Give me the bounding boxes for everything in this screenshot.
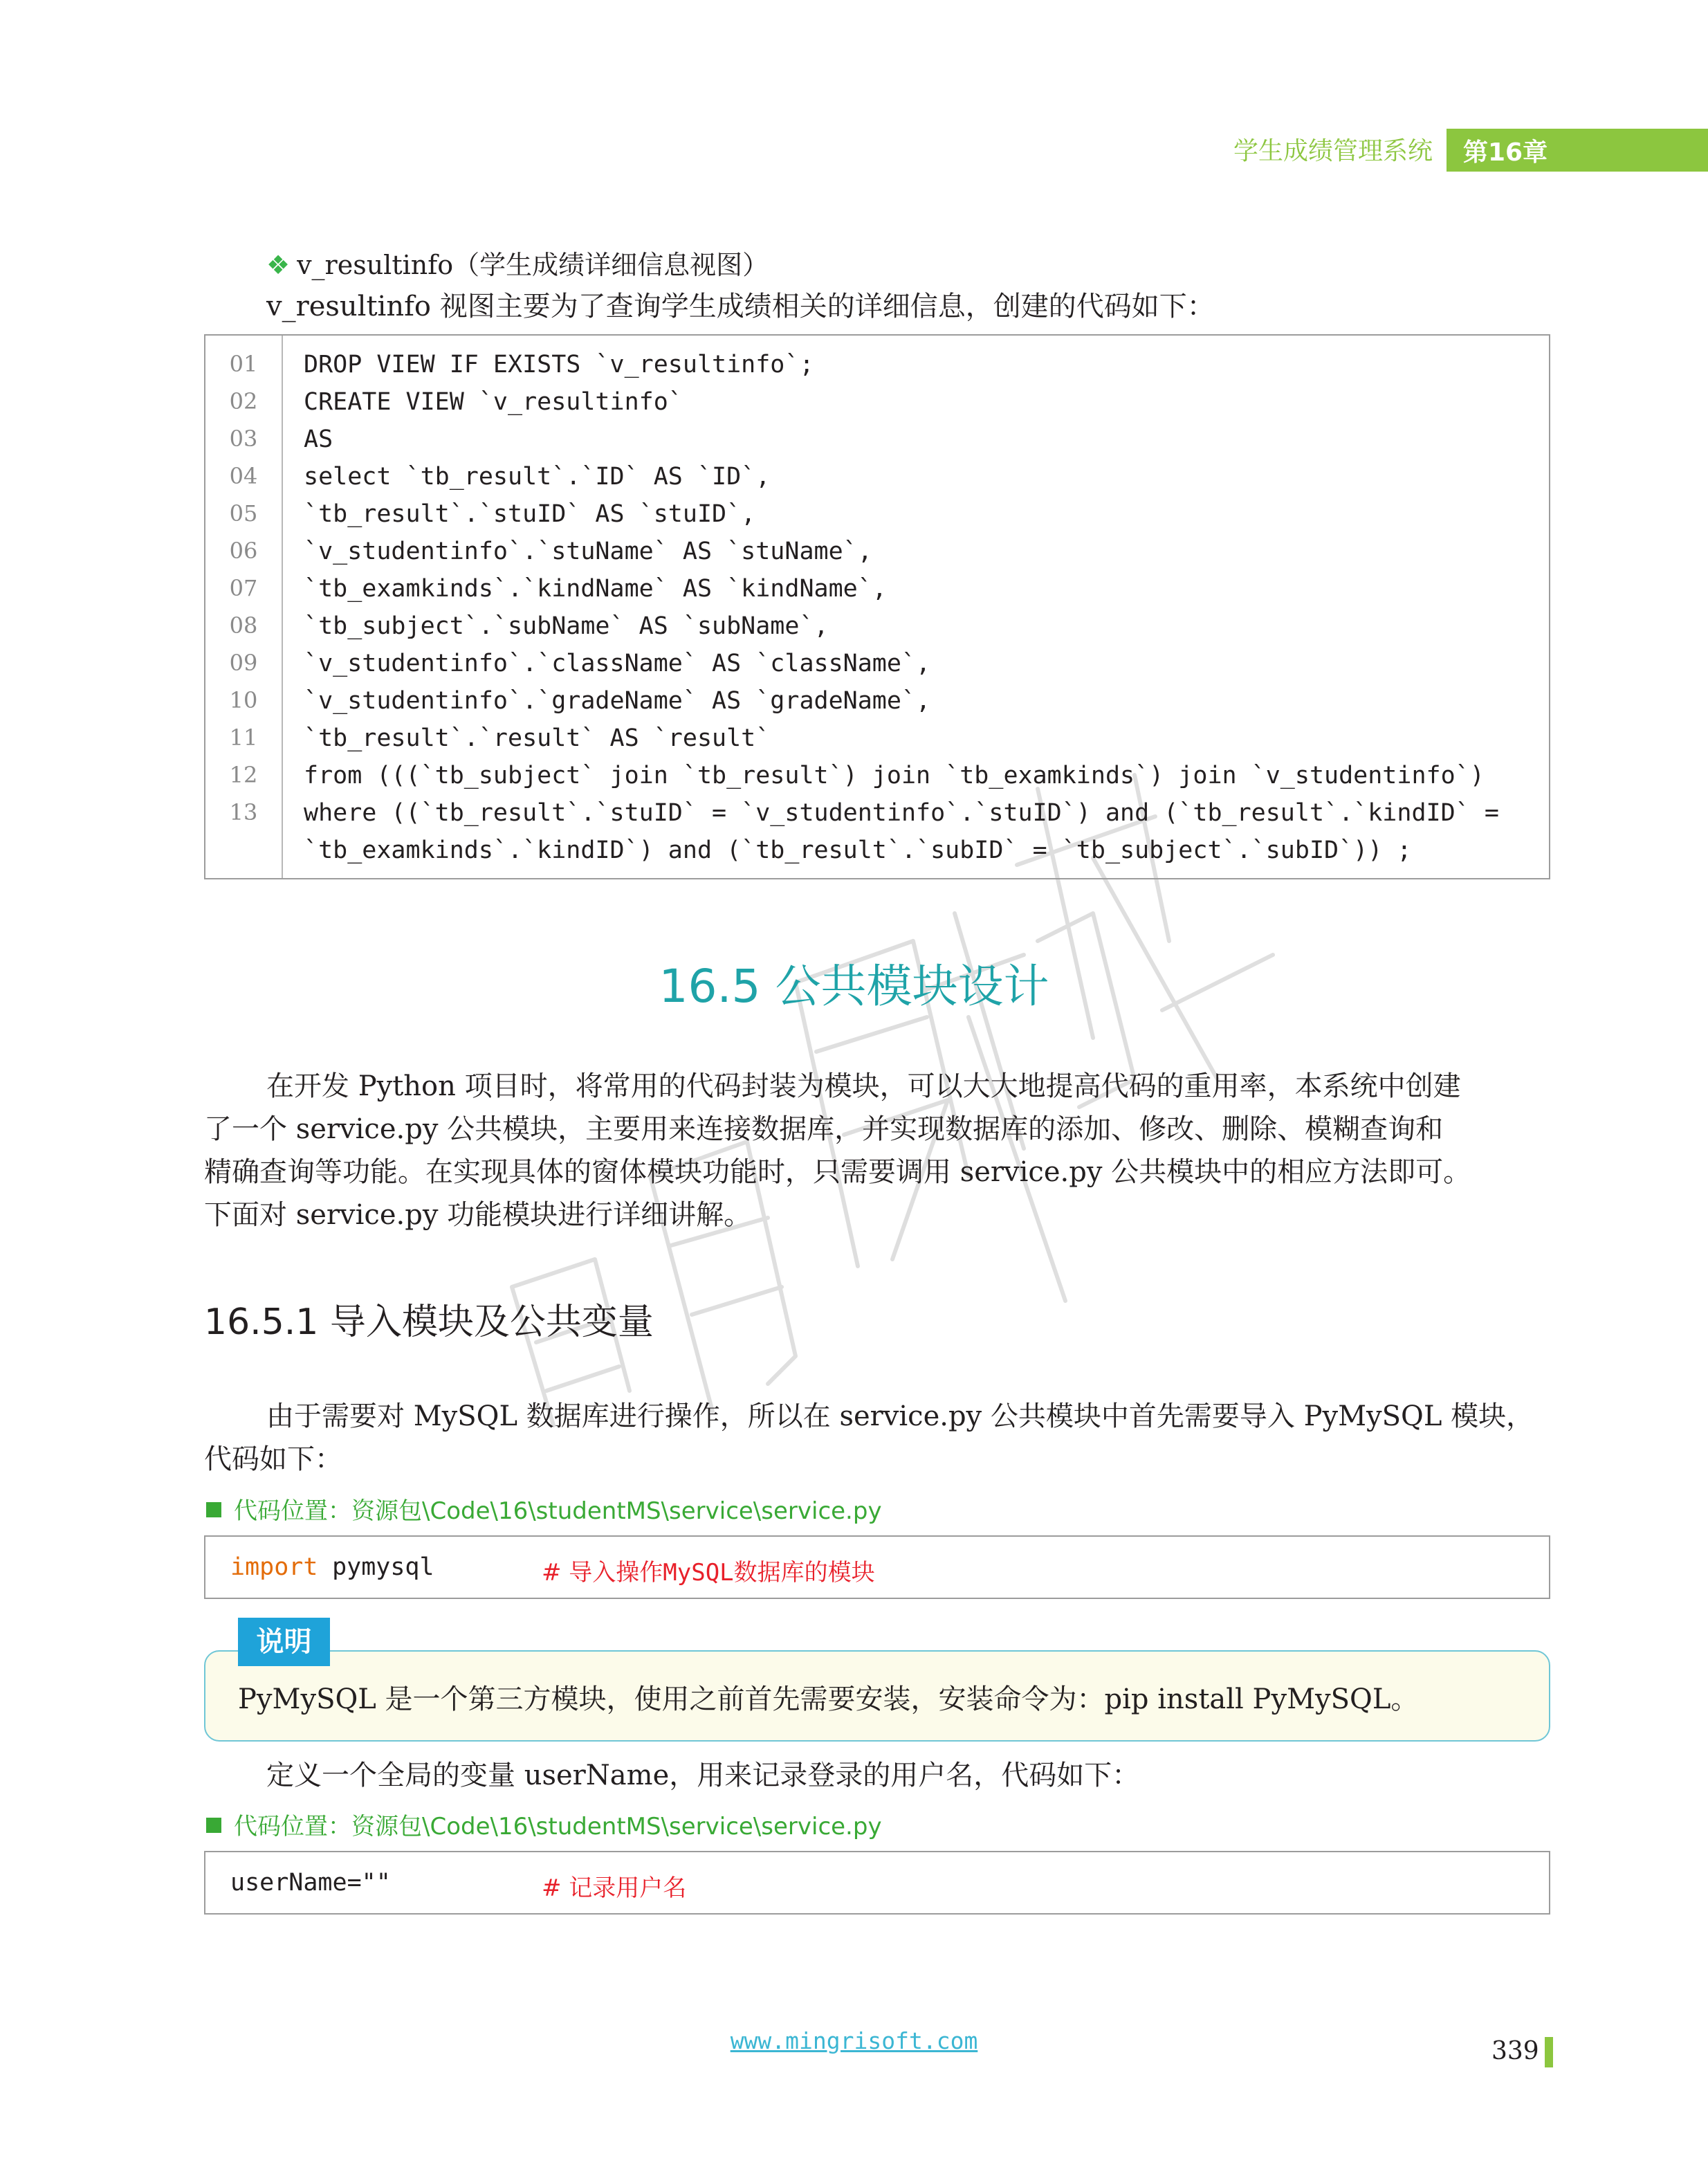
code-line: from (((`tb_subject` join `tb_result`) join `tb_examkinds`) join `v_studentinfo`) (304, 762, 1485, 789)
code-line: where ((`tb_result`.`stuID` = `v_studentinfo`.`stuID`) and (`tb_result`.`kindID` = (304, 799, 1499, 827)
diamond-bullet-icon: ❖ (266, 250, 291, 280)
code-line: `v_studentinfo`.`stuName` AS `stuName`, (304, 538, 872, 565)
header-chapter-label: 第16章 (1463, 138, 1548, 167)
line-number: 04 (229, 463, 258, 489)
note-label: 说明 (238, 1618, 330, 1666)
code-line: `v_studentinfo`.`className` AS `className`, (304, 650, 931, 677)
code-keyword: import (230, 1553, 318, 1581)
section-paragraph-line: 精确查询等功能。在实现具体的窗体模块功能时，只需要调用 service.py 公共模块中的相应方法即可。 (204, 1156, 1471, 1188)
square-bullet-icon (206, 1818, 221, 1833)
line-number: 11 (229, 724, 258, 751)
code-module: pymysql (318, 1553, 434, 1581)
code-line: `v_studentinfo`.`gradeName` AS `gradeName`, (304, 687, 931, 715)
page-number-bar (1545, 2037, 1553, 2067)
section-paragraph-line: 下面对 service.py 功能模块进行详细讲解。 (204, 1199, 752, 1231)
view-bullet: ❖ v_resultinfo（学生成绩详细信息视图） (266, 250, 769, 280)
section-title: 16.5 公共模块设计 (659, 960, 1049, 1013)
line-number: 02 (229, 388, 258, 414)
code-line: CREATE VIEW `v_resultinfo` (304, 388, 683, 416)
footer-url-link[interactable]: www.mingrisoft.com (730, 2027, 978, 2054)
line-number: 01 (229, 351, 258, 377)
line-number: 09 (229, 650, 258, 676)
section-paragraph-line: 了一个 service.py 公共模块，主要用来连接数据库，并实现数据库的添加、修改、删除、模糊查询和 (204, 1113, 1444, 1145)
subsection-title: 16.5.1 导入模块及公共变量 (204, 1301, 654, 1343)
line-number: 08 (229, 612, 258, 639)
square-bullet-icon (206, 1502, 221, 1517)
line-number: 12 (229, 762, 258, 788)
code-line: select `tb_result`.`ID` AS `ID`, (304, 463, 771, 491)
code-line: `tb_subject`.`subName` AS `subName`, (304, 612, 829, 640)
code-location-2: 代码位置：资源包\Code\16\studentMS\service\service.py (206, 1807, 882, 1841)
variable-code-block (204, 1851, 1550, 1915)
line-number: 06 (229, 538, 258, 564)
variable-paragraph: 定义一个全局的变量 userName，用来记录登录的用户名，代码如下： (266, 1760, 1140, 1791)
line-number-gutter (205, 336, 283, 878)
code-line: DROP VIEW IF EXISTS `v_resultinfo`; (304, 351, 814, 378)
code-line: `tb_examkinds`.`kindID`) and (`tb_result`.`subID` = `tb_subject`.`subID`)) ; (304, 837, 1412, 864)
line-number: 05 (229, 500, 258, 527)
subsection-paragraph-line: 由于需要对 MySQL 数据库进行操作，所以在 service.py 公共模块中首先需要导入 PyMySQL 模块， (266, 1400, 1534, 1432)
header-system-title: 学生成绩管理系统 (1233, 137, 1433, 165)
line-number: 10 (229, 687, 258, 713)
code-comment: # 导入操作MySQL数据库的模块 (542, 1559, 875, 1587)
code-line: `tb_result`.`result` AS `result` (304, 724, 771, 752)
code-location-1: 代码位置：资源包\Code\16\studentMS\service\service.py (206, 1492, 882, 1526)
code-line: AS (304, 426, 333, 453)
code-comment: # 记录用户名 (542, 1874, 687, 1902)
line-number: 07 (229, 575, 258, 601)
code-line: `tb_result`.`stuID` AS `stuID`, (304, 500, 756, 528)
note-text: PyMySQL 是一个第三方模块，使用之前首先需要安装，安装命令为：pip install PyMySQL。 (238, 1683, 1419, 1715)
line-number: 03 (229, 426, 258, 452)
page-number: 339 (1491, 2037, 1539, 2065)
code-line: `tb_examkinds`.`kindName` AS `kindName`, (304, 575, 887, 603)
subsection-paragraph-line: 代码如下： (204, 1443, 342, 1475)
view-description: v_resultinfo 视图主要为了查询学生成绩相关的详细信息，创建的代码如下： (266, 291, 1215, 322)
sql-code-block (204, 334, 1550, 879)
code-statement: userName="" (230, 1869, 391, 1897)
section-paragraph-line: 在开发 Python 项目时，将常用的代码封装为模块，可以大大地提高代码的重用率，本系统中创建 (266, 1070, 1461, 1102)
line-number: 13 (229, 799, 258, 825)
import-code-block (204, 1535, 1550, 1599)
